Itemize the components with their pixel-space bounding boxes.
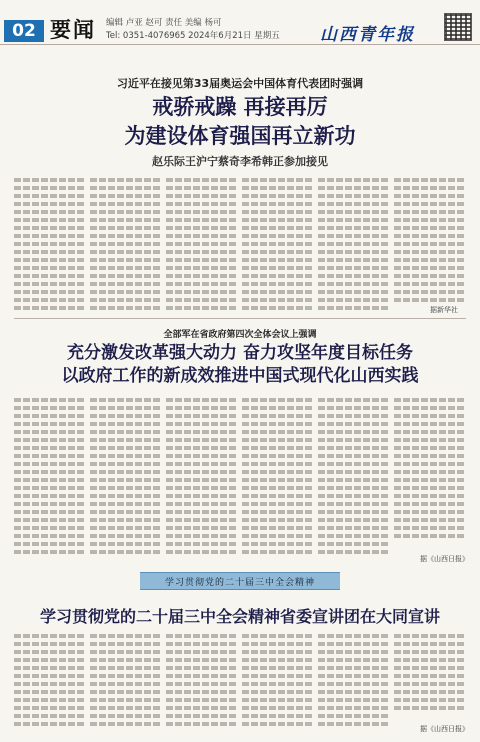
article1-column-6 — [394, 174, 466, 304]
article1-column-2 — [90, 174, 160, 314]
article2-column-5 — [318, 394, 388, 554]
article1-kicker: 习近平在接见第33届奥运会中国体育代表团时强调 — [116, 77, 364, 90]
masthead — [0, 0, 480, 45]
page-number: 02 — [4, 20, 44, 42]
article2-headline-line2: 以政府工作的新成效推进中国式现代化山西实践 — [61, 366, 419, 386]
article2-column-6 — [394, 394, 466, 544]
article1-column-1 — [14, 174, 84, 314]
column-banner — [140, 572, 340, 590]
article-divider — [14, 318, 466, 319]
article1-column-3 — [166, 174, 236, 314]
column-banner-label: 学习贯彻党的二十届三中全会精神 — [164, 578, 315, 588]
article2-column-1 — [14, 394, 84, 554]
article3-column-2 — [90, 630, 160, 730]
article3-column-4 — [242, 630, 312, 730]
article3-column-1 — [14, 630, 84, 730]
article2-column-4 — [242, 394, 312, 554]
article1-headline-line2: 为建设体育强国再立新功 — [124, 123, 356, 148]
editor-line: 编辑 卢亚 赵可 责任 美编 杨可 — [106, 18, 222, 28]
article3-credit: 据《山西日报》 — [420, 725, 469, 733]
section-title: 要闻 — [50, 17, 96, 42]
article1-headline — [0, 92, 480, 150]
article1-column-4 — [242, 174, 312, 314]
article2-credit: 据《山西日报》 — [420, 555, 469, 563]
article3-headline: 学习贯彻党的二十届三中全会精神省委宣讲团在大同宣讲 — [39, 607, 440, 626]
article1-column-5 — [318, 174, 388, 314]
article3-column-6 — [394, 630, 466, 718]
article2-headline — [0, 342, 480, 388]
article2-column-2 — [90, 394, 160, 554]
contact-date-line: Tel: 0351-4076965 2024年6月21日 星期五 — [106, 31, 280, 41]
article1-credit: 据新华社 — [430, 306, 458, 314]
article2-kicker: 全部军在省政府第四次全体会议上强调 — [163, 330, 317, 340]
newspaper-logo: 山西青年报 — [320, 25, 415, 45]
article1-headline-line1: 戒骄戒躁 再接再厉 — [152, 94, 328, 119]
article2-headline-line1: 充分激发改革强大动力 奋力攻坚年度目标任务 — [67, 343, 413, 363]
masthead-meta — [106, 17, 280, 43]
article1-subhead: 赵乐际王沪宁蔡奇李希韩正参加接见 — [152, 155, 328, 168]
article3-column-3 — [166, 630, 236, 730]
article3-column-5 — [318, 630, 388, 730]
article2-column-3 — [166, 394, 236, 554]
qr-code-icon — [444, 13, 472, 41]
